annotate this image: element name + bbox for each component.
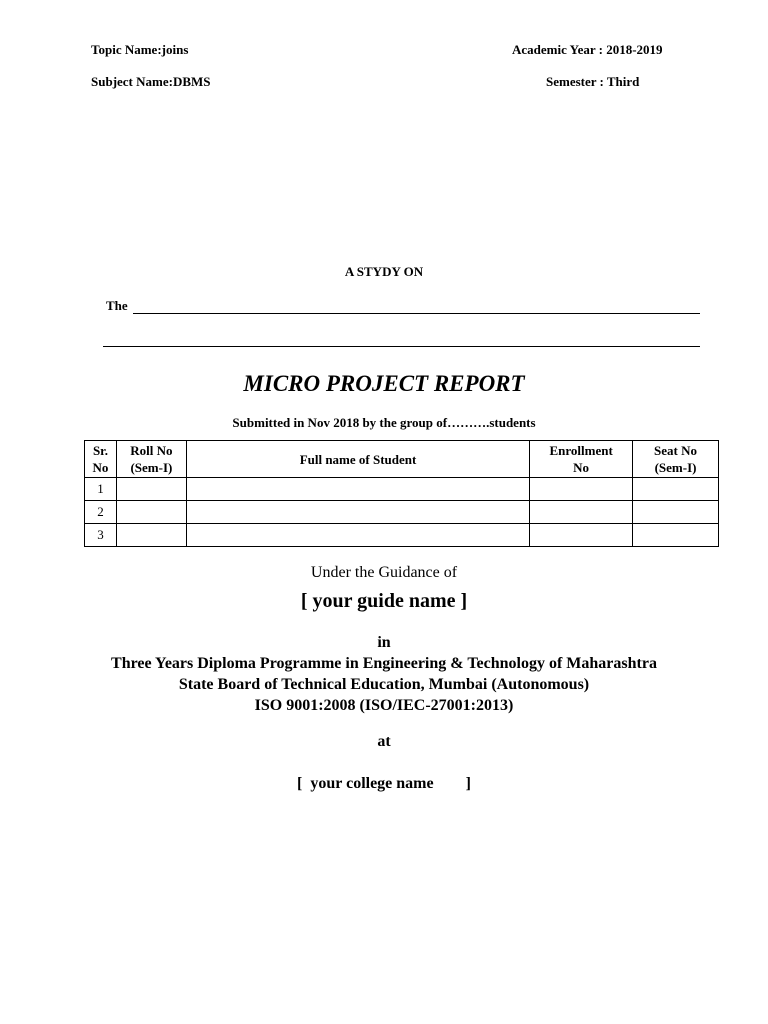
guide-name: [ your guide name ]	[300, 590, 468, 612]
programme-line-2: State Board of Technical Education, Mumbai (Autonomous)	[178, 676, 590, 693]
col-full-name: Full name of Student	[186, 441, 529, 478]
cell-seat	[633, 524, 719, 547]
cell-name	[186, 478, 529, 501]
table-row	[85, 478, 719, 501]
at-label: at	[377, 733, 391, 750]
study-heading: A STYDY ON	[344, 264, 424, 279]
semester: Semester : Third	[546, 74, 640, 89]
cell-enrollment	[530, 501, 633, 524]
blank-line-1	[133, 313, 700, 314]
subject-name: Subject Name:DBMS	[91, 74, 211, 89]
academic-year: Academic Year : 2018-2019	[512, 42, 663, 57]
cell-roll	[116, 501, 186, 524]
students-table	[84, 440, 719, 547]
topic-name: Topic Name:joins	[91, 42, 189, 57]
col-enrollment-no: Enrollment No	[530, 441, 633, 478]
guidance-label: Under the Guidance of	[310, 564, 458, 581]
cell-sr: 1	[85, 478, 117, 501]
iso-line: ISO 9001:2008 (ISO/IEC-27001:2013)	[254, 697, 514, 714]
table-header-row	[85, 441, 719, 478]
col-sr-no: Sr. No	[85, 441, 117, 478]
the-label: The	[106, 298, 128, 313]
cell-sr: 3	[85, 524, 117, 547]
cell-roll	[116, 524, 186, 547]
submitted-text: Submitted in Nov 2018 by the group of……….students	[232, 415, 536, 430]
blank-line-2	[103, 346, 700, 347]
col-roll-no: Roll No (Sem-I)	[116, 441, 186, 478]
table-row	[85, 501, 719, 524]
programme-line-1: Three Years Diploma Programme in Engineering & Technology of Maharashtra	[111, 655, 657, 672]
cell-enrollment	[530, 524, 633, 547]
in-label: in	[377, 634, 391, 651]
cell-seat	[633, 478, 719, 501]
cell-name	[186, 524, 529, 547]
table-row	[85, 524, 719, 547]
college-name: [ your college name ]	[297, 775, 471, 792]
cell-enrollment	[530, 478, 633, 501]
report-title: MICRO PROJECT REPORT	[243, 371, 525, 396]
cell-seat	[633, 501, 719, 524]
cell-roll	[116, 478, 186, 501]
col-seat-no: Seat No (Sem-I)	[633, 441, 719, 478]
cell-sr: 2	[85, 501, 117, 524]
cell-name	[186, 501, 529, 524]
